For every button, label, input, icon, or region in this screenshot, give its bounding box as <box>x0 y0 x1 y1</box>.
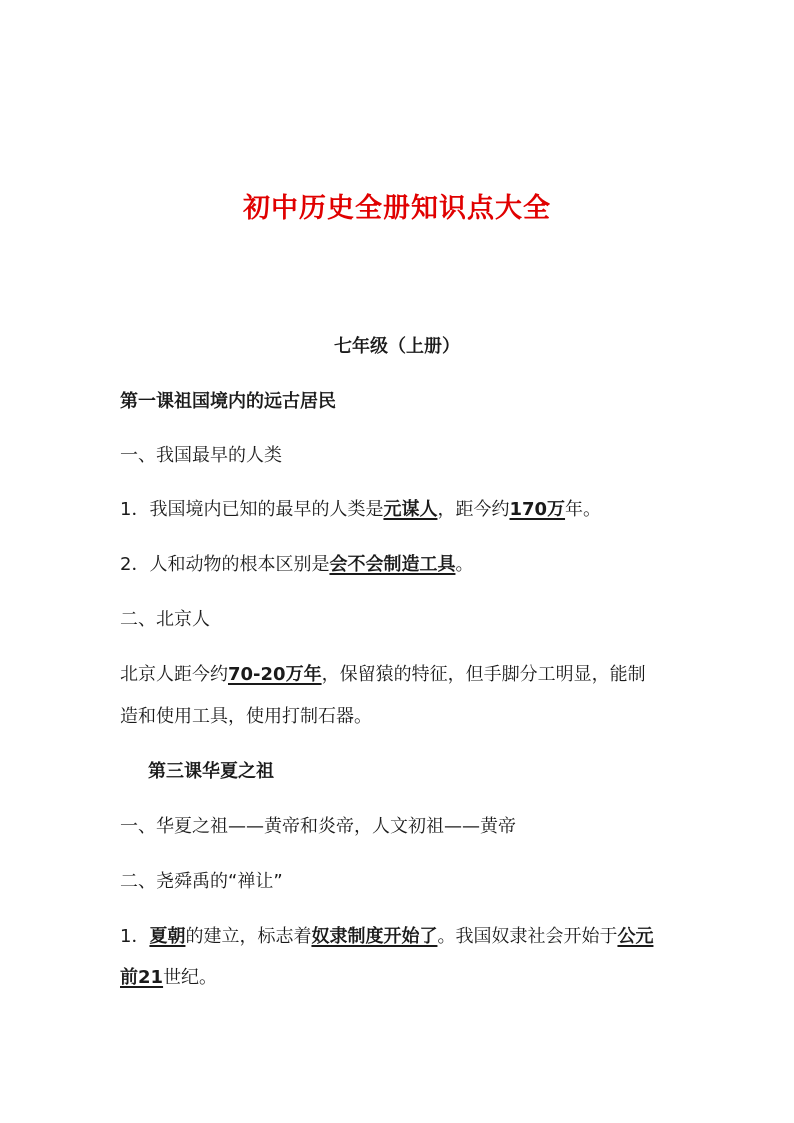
item1-suffix: 年。 <box>565 499 602 520</box>
l3-item1-suffix: 世纪。 <box>163 967 218 988</box>
highlight-yuanmou: 元谋人 <box>383 499 438 520</box>
l3-item1-middle: 的建立，标志着 <box>185 926 312 947</box>
para-prefix: 北京人距今约 <box>120 664 228 685</box>
item2-suffix: 。 <box>455 554 474 575</box>
para-suffix: ，保留猿的特征，但手脚分工明显，能制 <box>321 664 646 685</box>
lesson3-item1-line2 <box>120 966 690 990</box>
lesson3-heading: 第三课华夏之祖 <box>148 761 274 782</box>
lesson1-section2: 二、北京人 <box>120 609 210 630</box>
highlight-qian21: 前21 <box>120 967 164 988</box>
highlight-170wan: 170万 <box>509 499 566 520</box>
lesson3-item1-line1 <box>120 925 690 949</box>
highlight-xia-dynasty: 夏朝 <box>149 926 186 947</box>
lesson1-section1: 一、我国最早的人类 <box>120 445 282 466</box>
grade-subtitle: 七年级（上册） <box>334 336 460 357</box>
l3-item1-middle2: 。我国奴隶社会开始于 <box>437 926 618 947</box>
l3-item1-prefix: 1． <box>120 926 150 947</box>
item1-middle: ，距今约 <box>437 499 510 520</box>
document-title: 初中历史全册知识点大全 <box>243 193 551 224</box>
highlight-gongyuan: 公元 <box>617 926 654 947</box>
lesson3-section1: 一、华夏之祖——黄帝和炎帝，人文初祖——黄帝 <box>120 816 516 837</box>
beijing-man-paragraph-line1 <box>120 663 690 687</box>
item1-prefix: 1．我国境内已知的最早的人类是 <box>120 499 384 520</box>
highlight-70-20wan: 70-20万年 <box>228 664 322 685</box>
highlight-slavery: 奴隶制度开始了 <box>311 926 438 947</box>
highlight-tools: 会不会制造工具 <box>329 554 456 575</box>
item2-prefix: 2．人和动物的根本区别是 <box>120 554 330 575</box>
beijing-man-paragraph-line2: 造和使用工具，使用打制石器。 <box>120 706 372 727</box>
lesson1-heading: 第一课祖国境内的远古居民 <box>120 391 336 412</box>
lesson1-item2 <box>120 553 690 577</box>
lesson1-item1 <box>120 498 690 522</box>
lesson3-section2: 二、尧舜禹的“禅让” <box>120 871 283 892</box>
